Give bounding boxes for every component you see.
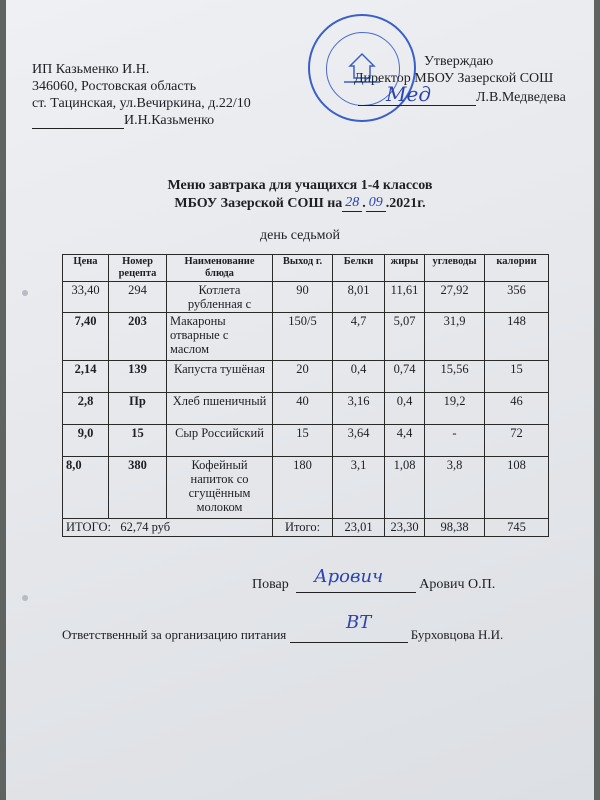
table-total-row — [63, 519, 549, 537]
total-carbs: 98,38 — [425, 519, 485, 537]
cell-kcal: 46 — [485, 393, 549, 425]
header-output: Выход г. — [273, 255, 333, 282]
approval-position: Директор МБОУ Зазерской СОШ — [354, 71, 554, 86]
table-row — [63, 313, 549, 361]
table-row — [63, 425, 549, 457]
supplier-signature-name: И.Н.Казьменко — [124, 113, 215, 128]
menu-table — [62, 254, 549, 537]
document-page — [6, 0, 594, 800]
responsible-line — [62, 627, 503, 643]
cell-fat: 0,74 — [385, 361, 425, 393]
supplier-name: ИП Казьменко И.Н. — [32, 62, 150, 77]
table-header-row — [63, 255, 549, 282]
cell-output: 20 — [273, 361, 333, 393]
header-carbs: углеводы — [425, 255, 485, 282]
cell-price: 8,0 — [63, 457, 109, 519]
cell-dish: Капуста тушёная — [167, 361, 273, 393]
menu-subtitle: МБОУ Зазерской СОШ на 28 . 09 .2021г. — [174, 195, 426, 211]
cook-signature: Арович — [314, 566, 384, 587]
subtitle-suffix: .2021г. — [385, 196, 426, 211]
header-recipe: Номер рецепта — [109, 255, 167, 282]
header-protein: Белки — [333, 255, 385, 282]
cell-dish: Котлета рубленная с — [167, 282, 273, 313]
cell-fat: 0,4 — [385, 393, 425, 425]
cell-carbs: 3,8 — [425, 457, 485, 519]
cell-protein: 3,64 — [333, 425, 385, 457]
responsible-signature: ВТ — [346, 612, 372, 633]
cell-recipe: 203 — [109, 313, 167, 361]
cell-kcal: 356 — [485, 282, 549, 313]
cell-output: 90 — [273, 282, 333, 313]
table-row — [63, 361, 549, 393]
total-protein: 23,01 — [333, 519, 385, 537]
cell-price: 7,40 — [63, 313, 109, 361]
total-fat: 23,30 — [385, 519, 425, 537]
cell-carbs: 19,2 — [425, 393, 485, 425]
cell-dish: Кофейный напиток со сгущённым молоком — [167, 457, 273, 519]
cell-kcal: 108 — [485, 457, 549, 519]
responsible-name: Бурховцова Н.И. — [410, 627, 504, 642]
cell-recipe: 15 — [109, 425, 167, 457]
cell-price: 33,40 — [63, 282, 109, 313]
total-label: ИТОГО: — [66, 520, 111, 534]
cell-carbs: 27,92 — [425, 282, 485, 313]
cell-recipe: Пр — [109, 393, 167, 425]
supplier-address-2: ст. Тацинская, ул.Вечиркина, д.22/10 — [32, 96, 251, 111]
cell-kcal: 15 — [485, 361, 549, 393]
total-kcal: 745 — [485, 519, 549, 537]
cell-price: 9,0 — [63, 425, 109, 457]
cell-carbs: 15,56 — [425, 361, 485, 393]
supplier-signature-line — [32, 113, 214, 129]
header-price: Цена — [63, 255, 109, 282]
cell-protein: 4,7 — [333, 313, 385, 361]
cell-fat: 11,61 — [385, 282, 425, 313]
signature-blank — [32, 128, 124, 129]
cell-dish: Макароны отварные с маслом — [167, 313, 273, 361]
cell-dish: Сыр Российский — [167, 425, 273, 457]
cell-fat: 5,07 — [385, 313, 425, 361]
punch-hole — [22, 595, 28, 601]
punch-hole — [22, 290, 28, 296]
cell-recipe: 139 — [109, 361, 167, 393]
table-row — [63, 282, 549, 313]
header-dish: Наименование блюда — [167, 255, 273, 282]
cell-output: 180 — [273, 457, 333, 519]
cook-label: Повар — [252, 577, 289, 592]
itogo-label: Итого: — [273, 519, 333, 537]
cell-output: 150/5 — [273, 313, 333, 361]
table-row — [63, 457, 549, 519]
day-label: день седьмой — [260, 228, 340, 243]
cell-price: 2,8 — [63, 393, 109, 425]
table-row — [63, 393, 549, 425]
responsible-signature-blank — [290, 642, 408, 643]
cell-fat: 1,08 — [385, 457, 425, 519]
responsible-label: Ответственный за организацию питания — [62, 627, 287, 642]
header-kcal: калории — [485, 255, 549, 282]
cell-protein: 0,4 — [333, 361, 385, 393]
cell-price: 2,14 — [63, 361, 109, 393]
header-fat: жиры — [385, 255, 425, 282]
cell-output: 15 — [273, 425, 333, 457]
cook-name: Арович О.П. — [419, 577, 496, 592]
cell-carbs: 31,9 — [425, 313, 485, 361]
director-signature: Мед — [386, 82, 431, 106]
cell-output: 40 — [273, 393, 333, 425]
approval-name: Л.В.Медведева — [476, 90, 566, 105]
cell-protein: 3,1 — [333, 457, 385, 519]
cell-carbs: - — [425, 425, 485, 457]
cell-kcal: 148 — [485, 313, 549, 361]
cell-recipe: 380 — [109, 457, 167, 519]
date-day: 28 — [342, 195, 362, 212]
cell-dish: Хлеб пшеничный — [167, 393, 273, 425]
cook-signature-blank — [296, 592, 416, 593]
cell-kcal: 72 — [485, 425, 549, 457]
total-price: 62,74 руб — [120, 520, 171, 534]
menu-title: Меню завтрака для учащихся 1-4 классов — [167, 178, 433, 193]
subtitle-prefix: МБОУ Зазерской СОШ на — [174, 196, 343, 211]
cell-fat: 4,4 — [385, 425, 425, 457]
cell-protein: 3,16 — [333, 393, 385, 425]
cell-recipe: 294 — [109, 282, 167, 313]
date-month: 09 — [366, 195, 386, 212]
total-price-cell — [63, 519, 273, 537]
supplier-address-1: 346060, Ростовская область — [32, 79, 197, 94]
cell-protein: 8,01 — [333, 282, 385, 313]
approval-word: Утверждаю — [424, 54, 494, 69]
